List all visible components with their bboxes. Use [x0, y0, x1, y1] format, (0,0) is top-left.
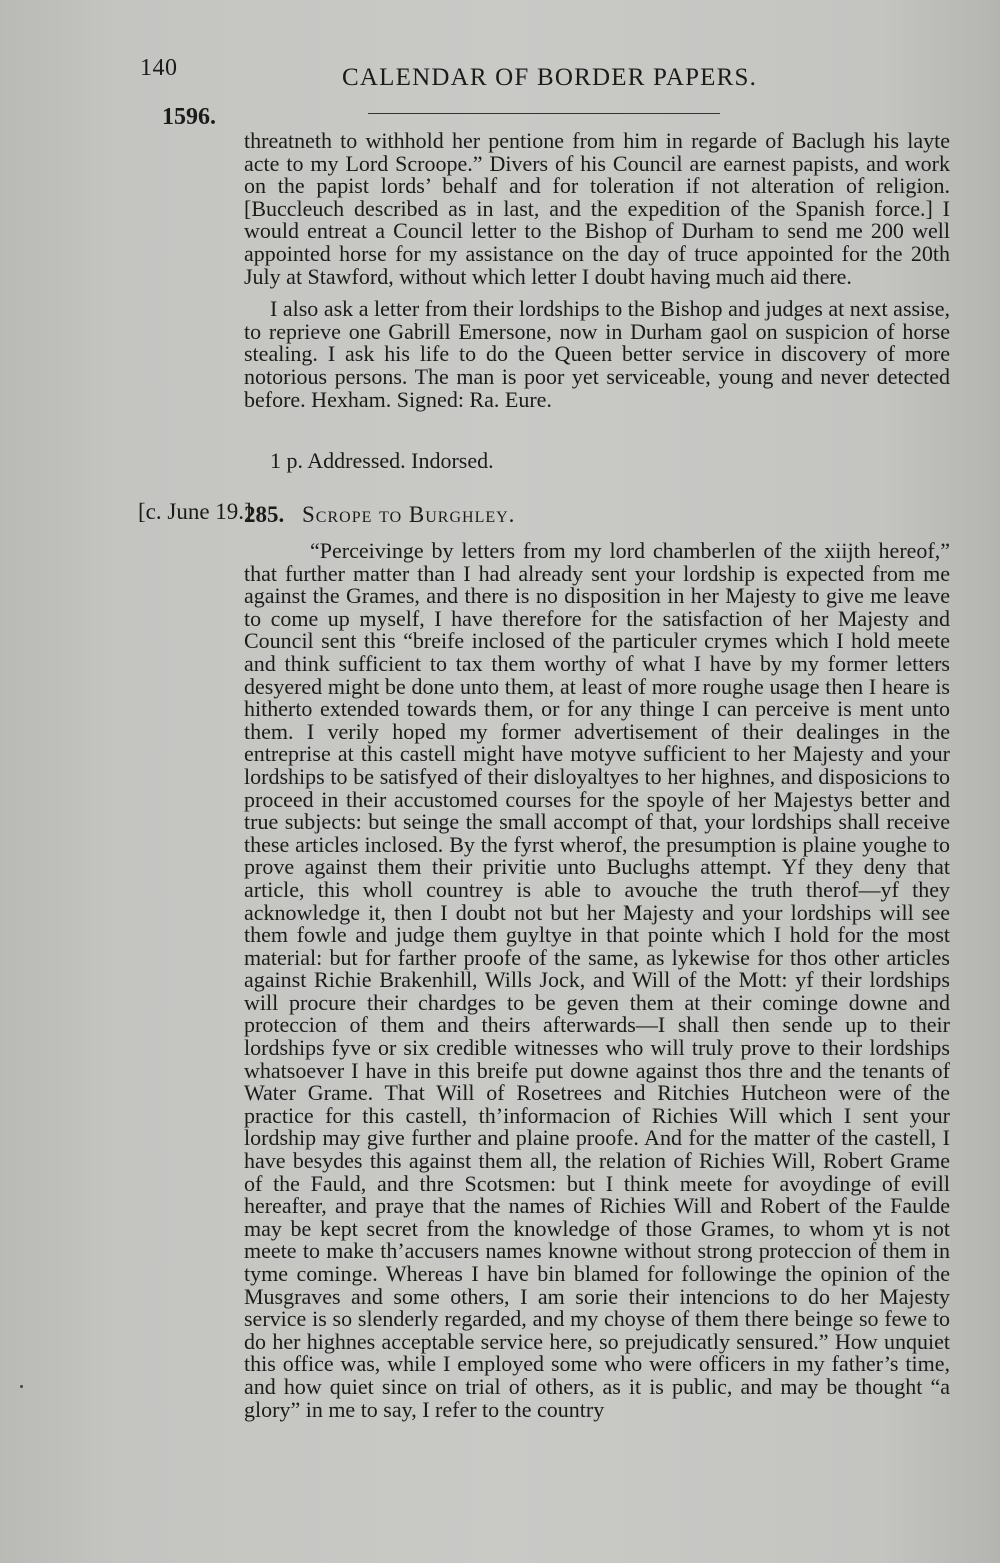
- entry-body: [244, 540, 950, 1421]
- paragraph-reprieve: I also ask a letter from their lordships to the Bishop and judges at next assise, to reprieve one Gabrill Emersone, now in Durham gaol on suspicion of horse stealing. I ask his life to do the Queen better service in discovery of more notorious persons. The man is poor yet serviceable, young and never detected before. Hexham. Signed: Ra. Eure.: [244, 296, 950, 412]
- entry-number: 285.: [244, 502, 285, 527]
- margin-date: [c. June 19.]: [138, 499, 252, 524]
- page-number: 140: [140, 55, 178, 81]
- entry-heading: [244, 502, 515, 528]
- entry-title: Scrope to Burghley.: [302, 502, 516, 527]
- letter-continuation: [244, 130, 950, 411]
- entry-text: “Perceivinge by letters from my lord chamberlen of the xiijth hereof,” that further matter than I had already sent your lordship is expected from me against the Grames, and there is no disposition in her Majesty to give me leave to come up myself, I have therefore for the satisfaction of her Majesty and Council sent this “breife inclosed of the particuler crymes which I hold meete and think sufficient to tax them worthy of what I have by my former letters desyered might be done unto them, at least of more roughe usage then I heare is hitherto extended towards them, or for any thinge I can perceive is ment unto them. I verily hoped my former advertisement of their dealinges in the entreprise at this castell might have motyve sufficient to her Majesty and your lordships to be satisfyed of their disloyaltyes to her highnes, and disposicions to proceed in their accustomed courses for the spoyle of her Majestys better and true subjects: but seinge the small accompt of that, your lordships shall receive these articles inclosed. By the fyrst wherof, the presumption is plaine youghe to prove against them their privitie unto Buclughs attempt. Yf they deny that article, this wholl countrey is able to avouche the truth therof—yf they acknowledge it, then I doubt not but her Majesty and your lordships will see them fowle and judge them guyltye in that pointe which I hold for the most material: but for farther proofe of the same, as lykewise for thos other articles against Richie Brakenhill, Wills Jock, and Will of the Mott: yf their lordships will procure their chardges to be geven them at their cominge downe and proteccion of them and theirs afterwards—I shall then sende up to their lordships fyve or six credible witnesses who will truly prove to their lordships whatsoever I have in this breife put downe against thos thre and the tenants of Water Grame. That Will of Rosetrees and Ritchies Hutcheon were of the practice for this castell, th’informacion of Richies Will which I sent your lordship may give further and plaine proofe. And for the matter of the castell, I have besydes this against them all, the relation of Richies Will, Robert Grame of the Fauld, and thre Scotsmen: but I think meete for avoydinge of evill hereafter, and praye that the names of Richies Will and Robert of the Faulde may be kept secret from the knowledge of those Grames, to whom yt is not meete to make th’accusers names knowne without strong proteccion of them in tyme cominge. Whereas I have bin blamed for followinge the opinion of the Musgraves and some others, I am sorie their intencions to do her Majesty service is so slenderly regarded, and my choyse of them there beinge so fewe to do her highnes acceptable service here, so prejudicatly sensured.” How unquiet this office was, while I employed some who were officers in my father’s time, and how quiet since on trial of others, as it is public, and may be thought “a glory” in me to say, I refer to the country: [244, 538, 950, 1422]
- running-title: CALENDAR OF BORDER PAPERS.: [342, 64, 758, 91]
- paper-speck: [20, 1385, 23, 1388]
- paragraph-continuation: threatneth to withhold her pentione from him in regarde of Baclugh his layte acte to my Lord Scroope.” Divers of his Council are earnest papists, and work on the papist lords’ behalf and for toleration if not alteration of religion. [Buccleuch described as in last, and the expedition of the Spanish force.] I would entreat a Council letter to the Bishop of Durham to send me 200 well appointed horse for my assistance on the day of truce appointed for the 20th July at Stawford, without which letter I doubt having much aid there.: [244, 128, 950, 289]
- title-rule: [368, 113, 720, 114]
- document-note: 1 p. Addressed. Indorsed.: [270, 448, 494, 473]
- margin-year: 1596.: [162, 104, 216, 130]
